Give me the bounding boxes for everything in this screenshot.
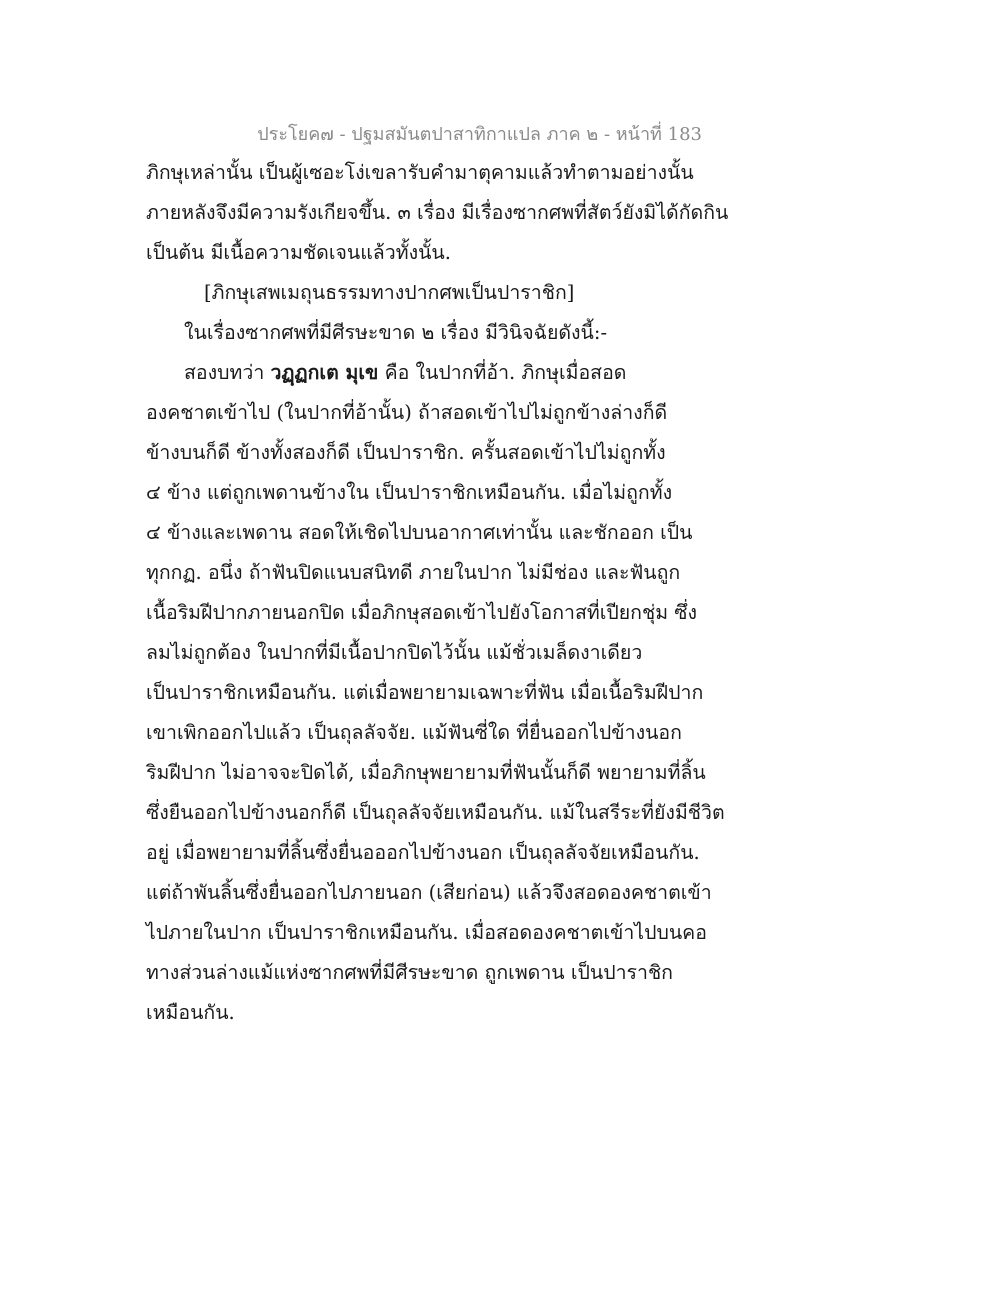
text-line: เป็นปาราชิกเหมือนกัน. แต่เมื่อพยายามเฉพาะที่ฟัน เมื่อเนื้อริมฝีปาก [146,681,704,704]
text-line: เนื้อริมฝีปากภายนอกปิด เมื่อภิกษุสอดเข้าไปยังโอกาสที่เปียกชุ่ม ซึ่ง [146,601,698,624]
text-line: เขาเพิกออกไปแล้ว เป็นถุลลัจจัย. แม้ฟันซี่ใด ที่ยื่นออกไปข้างนอก [146,721,682,744]
text-line: ทุกกฏ. อนึ่ง ถ้าฟันปิดแนบสนิทดี ภายในปาก ไม่มีช่อง และฟันถูก [146,561,681,584]
text-line: ข้างบนก็ดี ข้างทั้งสองก็ดี เป็นปาราชิก. ครั้นสอดเข้าไปไม่ถูกทั้ง [146,441,666,464]
text-line: อยู่ เมื่อพยายามที่ลิ้นซึ่งยื่นอออกไปข้างนอก เป็นถุลลัจจัยเหมือนกัน. [146,841,700,864]
text-line: ในเรื่องซากศพที่มีศีรษะขาด ๒ เรื่อง มีวินิจฉัยดังนี้:- [184,321,608,344]
text-line: ทางส่วนล่างแม้แห่งซากศพที่มีศีรษะขาด ถูกเพดาน เป็นปาราชิก [146,961,673,984]
running-header: ประโยค๗ - ปฐมสมันตปาสาทิกาแปล ภาค ๒ - หน้าที่ 183 [257,124,702,145]
text-line: ลมไม่ถูกต้อง ในปากที่มีเนื้อปากปิดไว้นั้น แม้ชั่วเมล็ดงาเดียว [146,641,643,664]
term-suffix: คือ ในปากที่อ้า. ภิกษุเมื่อสอด [378,361,627,384]
text-line: แต่ถ้าพันลิ้นซึ่งยื่นออกไปภายนอก (เสียก่อน) แล้วจึงสอดองคชาตเข้า [146,881,712,904]
text-line: ภายหลังจึงมีความรังเกียจขึ้น. ๓ เรื่อง มีเรื่องซากศพที่สัตว์ยังมิได้กัดกิน [146,201,729,224]
text-line: เหมือนกัน. [146,1001,235,1024]
text-line: องคชาตเข้าไป (ในปากที่อ้านั้น) ถ้าสอดเข้าไปไม่ถูกข้างล่างก็ดี [146,401,668,424]
term-prefix: สองบทว่า [184,361,271,384]
text-line: ริมฝีปาก ไม่อาจจะปิดได้, เมื่อภิกษุพยายามที่ฟันนั้นก็ดี พยายามที่ลิ้น [146,761,706,784]
text-line: ไปภายในปาก เป็นปาราชิกเหมือนกัน. เมื่อสอดองคชาตเข้าไปบนคอ [146,921,707,944]
text-line: ภิกษุเหล่านั้น เป็นผู้เซอะโง่เขลารับคำมาตุคามแล้วทำตามอย่างนั้น [146,161,694,184]
body-text [146,153,756,1033]
text-line: ๔ ข้าง แต่ถูกเพดานข้างใน เป็นปาราชิกเหมือนกัน. เมื่อไม่ถูกทั้ง [146,481,673,504]
text-line-with-term [146,353,756,393]
section-heading: [ภิกษุเสพเมถุนธรรมทางปากศพเป็นปาราชิก] [204,281,575,304]
text-line: ซึ่งยืนออกไปข้างนอกก็ดี เป็นถุลลัจจัยเหมือนกัน. แม้ในสรีระที่ยังมีชีวิต [146,801,725,824]
pali-term: วฏฺฏกเต มุเข [270,361,379,384]
text-line: เป็นต้น มีเนื้อความชัดเจนแล้วทั้งนั้น. [146,241,451,264]
text-line: ๔ ข้างและเพดาน สอดให้เชิดไปบนอากาศเท่านั้น และชักออก เป็น [146,521,693,544]
